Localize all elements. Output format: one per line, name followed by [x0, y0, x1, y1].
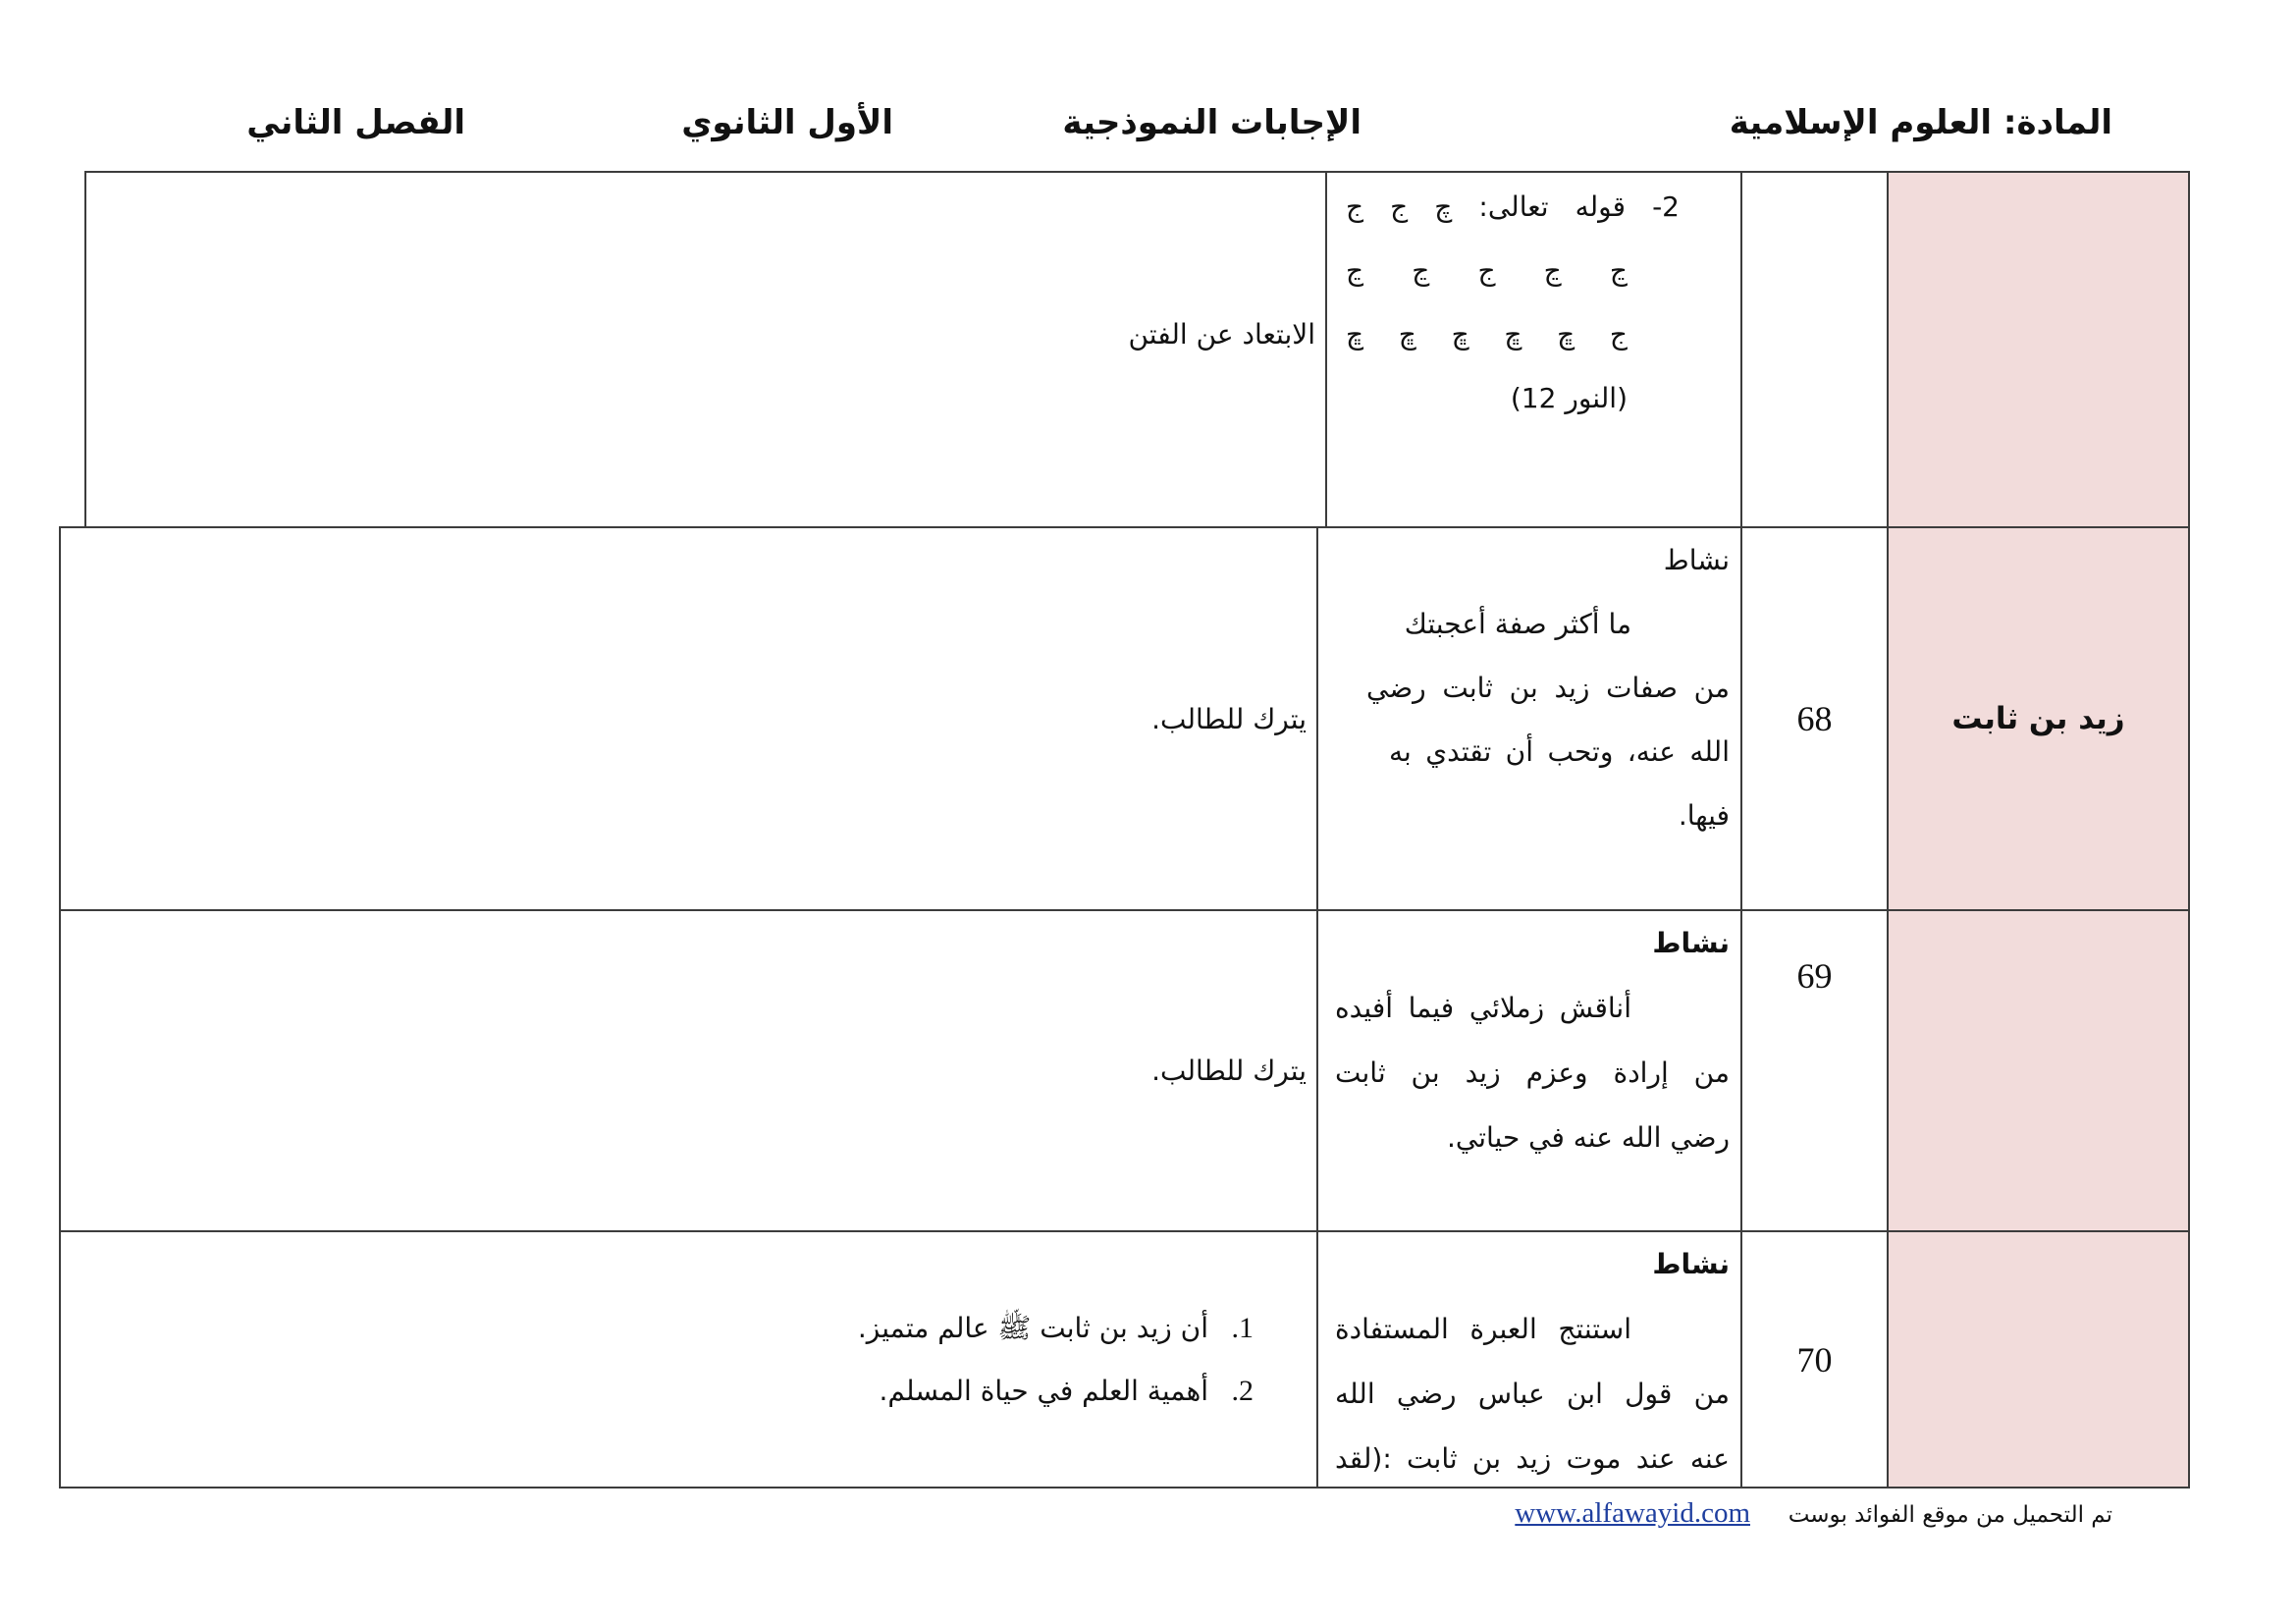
activity-cell: [1316, 1230, 1742, 1489]
activity-line: ج ڇ ڇ ڇ ڇ ڇ: [1346, 318, 1628, 351]
activity-line: ما أكثر صفة أعجبتك: [1404, 608, 1631, 640]
lesson-cell: [1887, 909, 2190, 1232]
list-number: 1.: [1231, 1311, 1254, 1344]
activity-line: أناقش زملائي فيما أفيده: [1335, 992, 1631, 1024]
answer-text: الابتعاد عن الفتن: [1128, 318, 1315, 351]
activity-cell: [1316, 526, 1742, 911]
answer-cell: [84, 171, 1327, 528]
activity-line: رضي الله عنه في حياتي.: [1446, 1121, 1730, 1154]
lesson-cell: [1887, 1230, 2190, 1489]
grade-heading: الأول الثانوي: [681, 103, 893, 142]
answer-list-item: [61, 1360, 1254, 1423]
activity-line: استنتج العبرة المستفادة: [1335, 1313, 1631, 1345]
answer-text: يترك للطالب.: [1151, 1055, 1307, 1087]
subject-heading: المادة: العلوم الإسلامية: [1729, 103, 2112, 142]
activity-line: من صفات زيد بن ثابت رضي: [1366, 672, 1730, 704]
page-number: 68: [1796, 699, 1833, 738]
activity-cell: [1325, 171, 1742, 528]
activity-cell: [1316, 909, 1742, 1232]
activity-heading: نشاط: [1652, 1248, 1730, 1280]
answer-cell: [59, 526, 1318, 911]
document-title: الإجابات النموذجية: [1062, 103, 1362, 142]
term-heading: الفصل الثاني: [246, 103, 465, 142]
answer-cell: [59, 909, 1318, 1232]
activity-line: الله عنه، وتحب أن تقتدي به: [1389, 735, 1730, 768]
answer-text: يترك للطالب.: [1151, 702, 1307, 735]
page-number: 70: [1796, 1339, 1833, 1380]
activity-line: من قول ابن عباس رضي الله: [1335, 1378, 1730, 1410]
answer-cell: [59, 1230, 1318, 1489]
list-number: 2.: [1231, 1374, 1254, 1407]
answer-list-item: [61, 1297, 1254, 1360]
activity-line: من إرادة وعزم زيد بن ثابت: [1335, 1056, 1730, 1089]
activity-heading: نشاط: [1652, 927, 1730, 959]
page-number-cell: [1740, 1230, 1889, 1489]
activity-heading: نشاط: [1663, 544, 1730, 576]
lesson-title: زيد بن ثابت: [1951, 701, 2125, 736]
page-number-cell: [1740, 526, 1889, 911]
page-number: 69: [1796, 956, 1833, 996]
activity-line: فيها.: [1678, 799, 1730, 832]
lesson-cell: [1887, 171, 2190, 528]
footer-note: تم التحميل من موقع الفوائد بوست: [1788, 1502, 2112, 1528]
activity-line: 2- قوله تعالى: چ ج ج: [1346, 190, 1680, 223]
activity-line: (النور 12): [1510, 382, 1628, 414]
page-number-cell: [1740, 909, 1889, 1232]
list-text: أهمية العلم في حياة المسلم.: [879, 1374, 1208, 1407]
activity-line: ڃ ڃ ج ڃ ڃ: [1346, 254, 1628, 287]
list-text: أن زيد بن ثابت ﷺ عالم متميز.: [857, 1311, 1208, 1344]
page-number-cell: [1740, 171, 1889, 528]
website-link[interactable]: www.alfawayid.com: [1515, 1497, 1750, 1529]
activity-line: عنه عند موت زيد بن ثابت :(لقد: [1335, 1442, 1730, 1475]
lesson-cell: [1887, 526, 2190, 911]
